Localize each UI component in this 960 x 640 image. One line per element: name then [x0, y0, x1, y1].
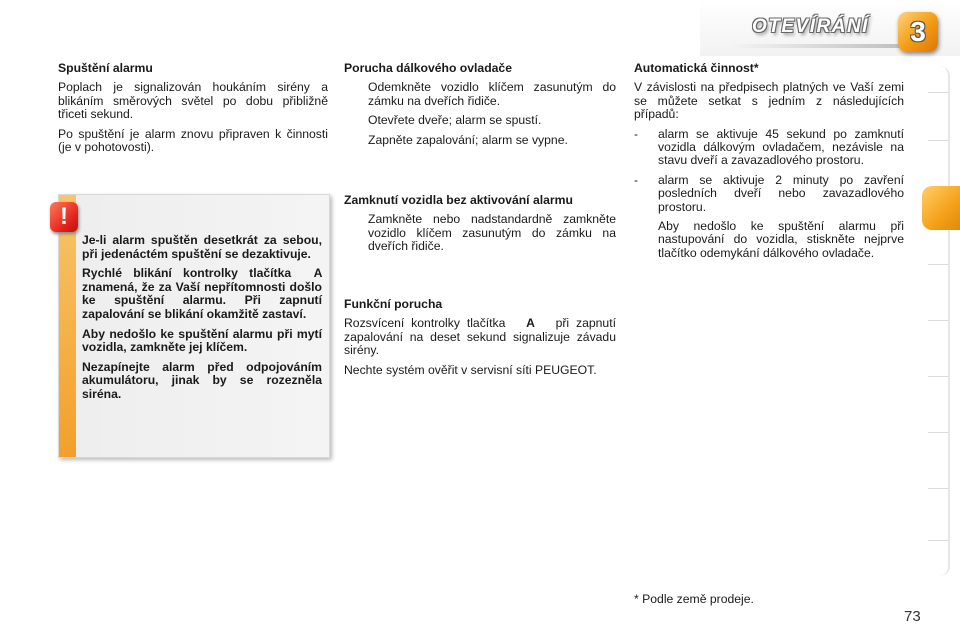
- dash-marker: -: [634, 126, 639, 141]
- paragraph: V závislosti na předpisech platných ve Vaší zemi se můžete setkat s jedním z následujících případů:: [634, 80, 904, 122]
- list-item-text: Aby nedošlo ke spuštění alarmu při nastupování do vozidla, stiskněte nejprve tlačítko odemykání dálkového ovladače.: [658, 219, 904, 260]
- list-item-text: alarm se aktivuje 45 sekund po zamknutí vozidla dálkovým ovladačem, nezávisle na stavu dveří a zavazadlového prostoru.: [658, 126, 904, 168]
- paragraph-text: Rozsvícení kontrolky tlačítka: [344, 316, 506, 331]
- chapter-title: OTEVÍRÁNÍ: [752, 16, 869, 37]
- section-title: Spuštění alarmu: [58, 61, 153, 75]
- warning-content: [82, 234, 322, 408]
- list-item: [344, 213, 616, 253]
- exclamation-icon: !: [50, 202, 78, 232]
- paragraph: Po spuštění je alarm znovu připraven k činnosti (je v pohotovosti).: [58, 126, 328, 155]
- pointing-hand-icon: [344, 114, 368, 127]
- section-title: Automatická činnost*: [634, 61, 759, 75]
- warning-box-strip: [59, 195, 76, 457]
- list-item: [344, 134, 616, 147]
- warning-paragraph: Nezapínejte alarm před odpojováním akumulátoru, jinak by se rozezněla siréna.: [82, 359, 322, 401]
- malfunction-section: [344, 298, 616, 383]
- side-tab-divider: [928, 140, 948, 141]
- side-tab-active[interactable]: [922, 186, 960, 230]
- list-item-text: Odemkněte vozidlo klíčem zasunutým do zámku na dveřích řidiče.: [368, 80, 616, 108]
- paragraph-text: při zapnutí zapalování na deset sekund signalizuje závadu sirény.: [344, 316, 616, 358]
- button-a-label: A: [526, 316, 535, 331]
- page-number: 73: [904, 608, 921, 625]
- section-title: Zamknutí vozidla bez aktivování alarmu: [344, 193, 573, 207]
- warning-text: znamená, že za Vaší nepřítomnosti došlo ke spuštění alarmu. Při zapnutí zapalování se blikání okamžitě zastaví.: [82, 279, 322, 321]
- list-item-text: Otevřete dveře; alarm se spustí.: [368, 113, 542, 128]
- alarm-trigger-section: [58, 62, 328, 160]
- side-tab-divider: [928, 488, 948, 489]
- remote-fault-section: [344, 62, 616, 153]
- side-tab-divider: [928, 264, 948, 265]
- footnote: * Podle země prodeje.: [634, 592, 754, 606]
- pointing-hand-icon: [344, 81, 368, 108]
- list-item: [344, 114, 616, 127]
- chapter-badge: [898, 12, 938, 52]
- side-tab-divider: [928, 432, 948, 433]
- list-item-text: Zapněte zapalování; alarm se vypne.: [368, 132, 568, 147]
- side-tab-rail: [928, 66, 950, 576]
- paragraph: Poplach je signalizován houkáním sirény a blikáním směrových světel po dobu přibližně třiceti sekund.: [58, 80, 328, 122]
- section-title: Funkční porucha: [344, 297, 443, 311]
- paragraph: [344, 317, 616, 357]
- pointing-hand-icon: [634, 220, 658, 260]
- side-tab-divider: [928, 376, 948, 377]
- warning-paragraph: Aby nedošlo ke spuštění alarmu při mytí vozidla, zamkněte jej klíčem.: [82, 326, 322, 355]
- section-title: Porucha dálkového ovladače: [344, 61, 512, 75]
- lock-without-alarm-section: [344, 194, 616, 260]
- warning-text: Rychlé blikání kontrolky tlačítka: [82, 266, 292, 281]
- warning-paragraph: [82, 267, 322, 321]
- list-item: [634, 128, 904, 168]
- paragraph: Nechte systém ověřit v servisní síti PEUGEOT.: [344, 362, 597, 377]
- pointing-hand-icon: [344, 213, 368, 253]
- dash-marker: -: [634, 172, 639, 187]
- list-item: [634, 174, 904, 214]
- pointing-hand-icon: [344, 134, 368, 147]
- list-item-text: Zamkněte nebo nadstandardně zamkněte vozidlo klíčem zasunutým do zámku na dveřích řidiče.: [368, 212, 616, 254]
- list-item: [634, 220, 904, 260]
- warning-paragraph: Je-li alarm spuštěn desetkrát za sebou, při jedenáctém spuštění se dezaktivuje.: [82, 233, 322, 261]
- chapter-number: 3: [910, 16, 926, 47]
- automatic-operation-section: [634, 62, 904, 266]
- button-a-label: A: [313, 266, 322, 281]
- list-item-text: alarm se aktivuje 2 minuty po zavření posledních dveří nebo zavazadlového prostoru.: [658, 172, 904, 214]
- side-tab-divider: [928, 92, 948, 93]
- header-rule: [730, 44, 910, 48]
- side-tab-divider: [928, 320, 948, 321]
- side-tab-divider: [928, 540, 948, 541]
- list-item: [344, 81, 616, 108]
